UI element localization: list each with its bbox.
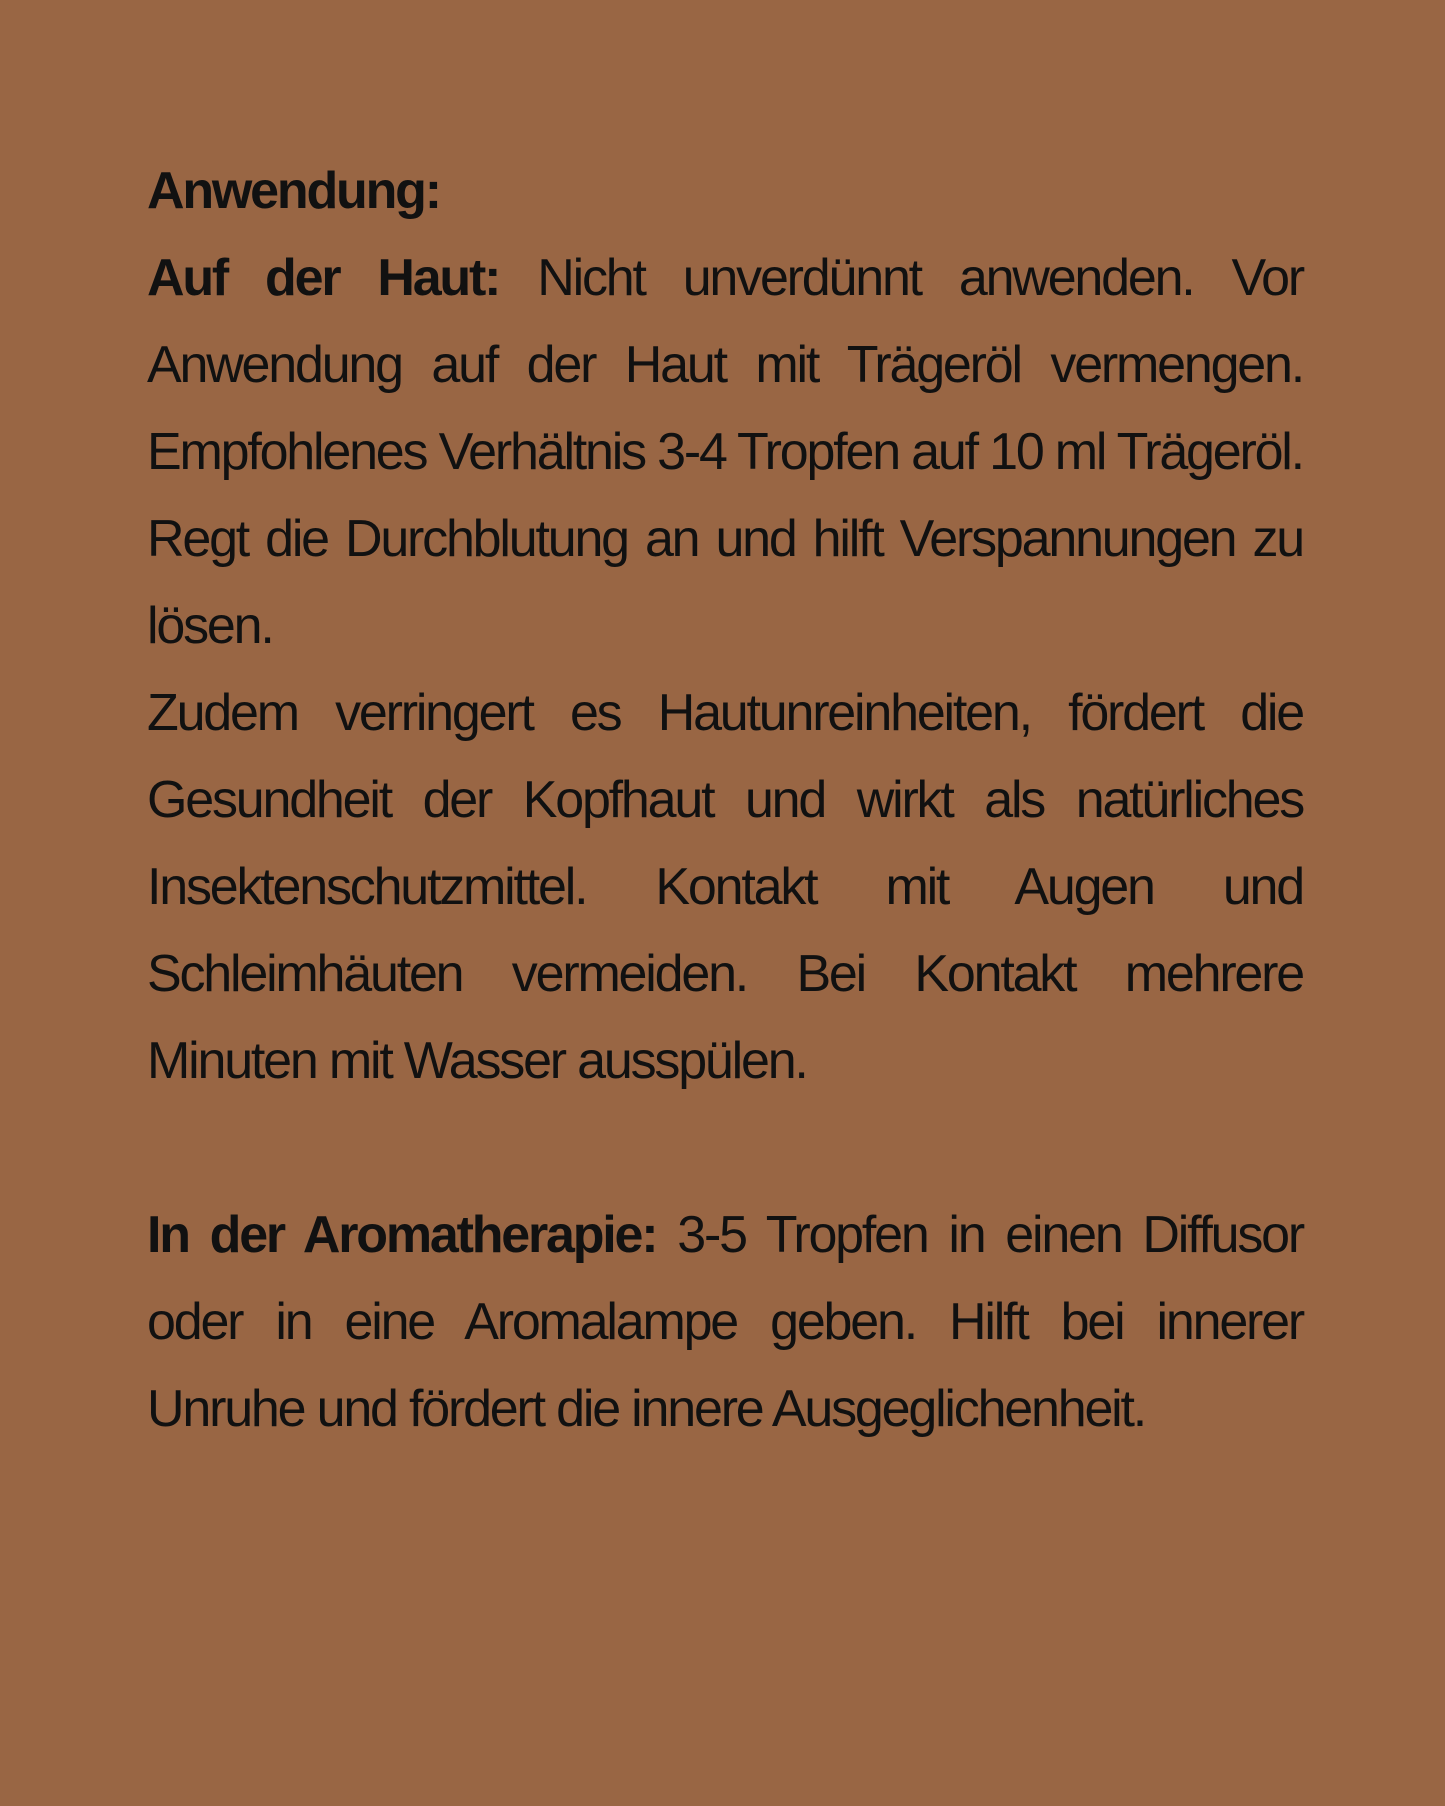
circulation-paragraph: Regt die Durchblutung an und hilft Verspannungen zu lösen. <box>147 510 1303 655</box>
skin-label: Auf der Haut: <box>147 249 500 307</box>
paragraph-spacer <box>147 1105 1303 1192</box>
usage-heading: Anwendung: <box>147 162 440 220</box>
usage-instructions <box>147 148 1303 1453</box>
aromatherapy-paragraph <box>147 1192 1303 1453</box>
benefits-paragraph: Zudem verringert es Hautunreinheiten, fördert die Gesundheit der Kopfhaut und wirkt als natürliches Insektenschutzmittel. Kontakt mit Augen und Schleimhäuten vermeiden. Bei Kontakt mehrere Minuten mit Wasser ausspülen. <box>147 684 1303 1090</box>
aromatherapy-text: 3-5 Tropfen in einen Diffusor oder in eine Aromalampe geben. Hilft bei innerer Unruhe und fördert die innere Ausgeglichenheit. <box>147 1206 1303 1438</box>
skin-paragraph <box>147 235 1303 496</box>
skin-text: Nicht unverdünnt anwenden. Vor Anwendung auf der Haut mit Trägeröl vermengen. Empfohlenes Verhältnis 3-4 Tropfen auf 10 ml Trägeröl. <box>147 249 1304 481</box>
aromatherapy-label: In der Aromatherapie: <box>147 1206 657 1264</box>
